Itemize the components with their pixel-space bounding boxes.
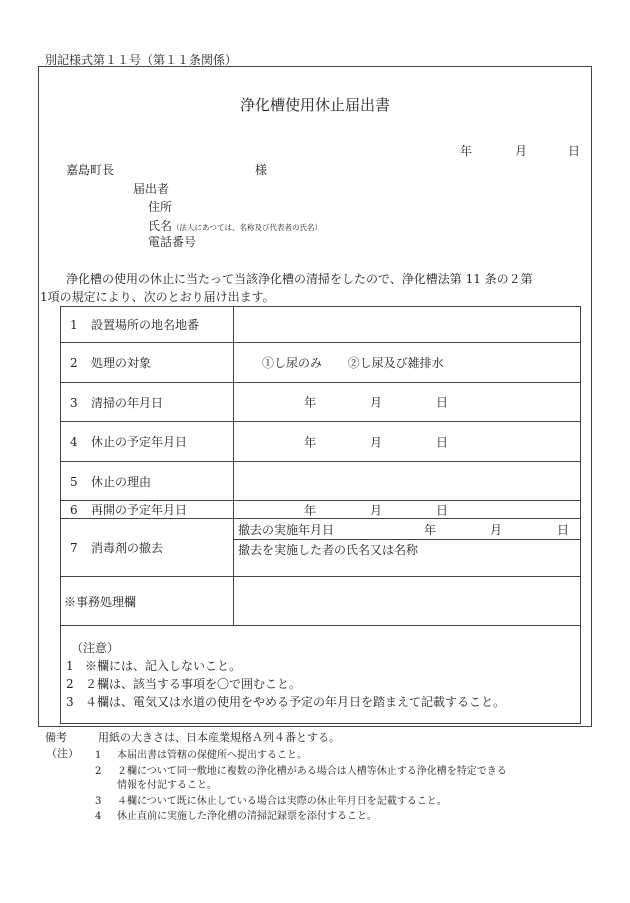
caution-item: 3 ４欄は、電気又は水道の使用をやめる予定の年月日を踏まえて記載すること。 (66, 695, 506, 709)
row-label: 4 休止の予定年月日 (61, 422, 234, 462)
date-day-label: 日 (568, 144, 581, 158)
removal-date-field[interactable]: 撤去の実施年月日 年 月 日 (234, 519, 580, 540)
form-number: 別記様式第１１号（第１１条関係） (45, 53, 238, 67)
location-field[interactable] (234, 307, 581, 343)
table-row (61, 307, 581, 343)
resumption-date-field[interactable]: 年 月 日 (234, 501, 581, 519)
option-night-soil-only[interactable]: ①し尿のみ (262, 356, 323, 370)
table-row (61, 462, 581, 501)
caution-item: 1 ※欄には、記入しないこと。 (66, 659, 242, 673)
notifier-name-label: 氏名 (148, 219, 173, 233)
notifier-phone-label: 電話番号 (148, 235, 197, 249)
remarks-paper-size: 用紙の大きさは、日本産業規格Ａ列４番とする。 (98, 731, 340, 744)
row-label: 5 休止の理由 (61, 462, 234, 501)
suspension-reason-field[interactable] (234, 462, 581, 501)
notifier-name-row (148, 215, 322, 234)
table-row (61, 343, 581, 383)
row-label: 7 消毒剤の撤去 (61, 519, 234, 577)
body-text-line-2: 1項の規定により、次のとおり届け出ます。 (40, 290, 275, 304)
date-year-label: 年 (460, 144, 473, 158)
remarks-note-label: （注） (46, 747, 79, 760)
table-row (61, 383, 581, 422)
office-use-field (234, 577, 581, 626)
office-use-label: ※事務処理欄 (61, 577, 234, 626)
option-night-soil-and-wastewater[interactable]: ②し尿及び雑排水 (347, 356, 444, 370)
table-row (61, 422, 581, 462)
table-row (61, 577, 581, 626)
date-month-label: 月 (515, 144, 528, 158)
row-label: 6 再開の予定年月日 (61, 501, 234, 519)
body-text-line-1: 浄化槽の使用の休止に当たって当該浄化槽の清掃をしたので、浄化槽法第 11 条の２第 (66, 272, 533, 286)
row-label: 2 処理の対象 (61, 343, 234, 383)
remarks-note-item: 4 休止直前に実施した浄化槽の清掃記録票を添付すること。 (95, 811, 377, 822)
notifier-label: 届出者 (133, 182, 170, 196)
addressee-name: 嘉島町長 (66, 163, 115, 177)
table-row (61, 519, 581, 577)
removal-operator-field[interactable]: 撤去を実施した者の氏名又は名称 (238, 543, 419, 557)
addressee-honorific: 様 (255, 163, 268, 177)
disinfectant-removal-cell (234, 519, 581, 577)
remarks-label: 備考 (45, 731, 67, 744)
row-label: 3 清掃の年月日 (61, 383, 234, 422)
caution-row (61, 626, 581, 724)
cleaning-date-field[interactable]: 年 月 日 (234, 383, 581, 422)
page-title: 浄化槽使用休止届出書 (239, 96, 390, 114)
notifier-name-note: （法人にあつては、名称及び代表者の氏名） (172, 223, 323, 232)
notifier-address-label: 住所 (148, 200, 173, 214)
notification-table (60, 306, 581, 724)
remarks-note-item-continuation: 情報を付記すること。 (117, 780, 217, 791)
row-label: 1 設置場所の地名地番 (61, 307, 234, 343)
remarks-note-item: 3 ４欄について既に休止している場合は実際の休止年月日を記載すること。 (95, 796, 447, 807)
treatment-options (234, 343, 581, 383)
suspension-date-field[interactable]: 年 月 日 (234, 422, 581, 462)
remarks-note-item: 1 本届出書は管轄の保健所へ提出すること。 (95, 750, 307, 761)
caution-item: 2 ２欄は、該当する事項を〇で囲むこと。 (66, 677, 302, 691)
remarks-note-item: 2 ２欄について同一敷地に複数の浄化槽がある場合は人槽等休止する浄化槽を特定できる (95, 766, 507, 777)
caution-heading: （注意） (71, 641, 120, 655)
table-row (61, 501, 581, 519)
